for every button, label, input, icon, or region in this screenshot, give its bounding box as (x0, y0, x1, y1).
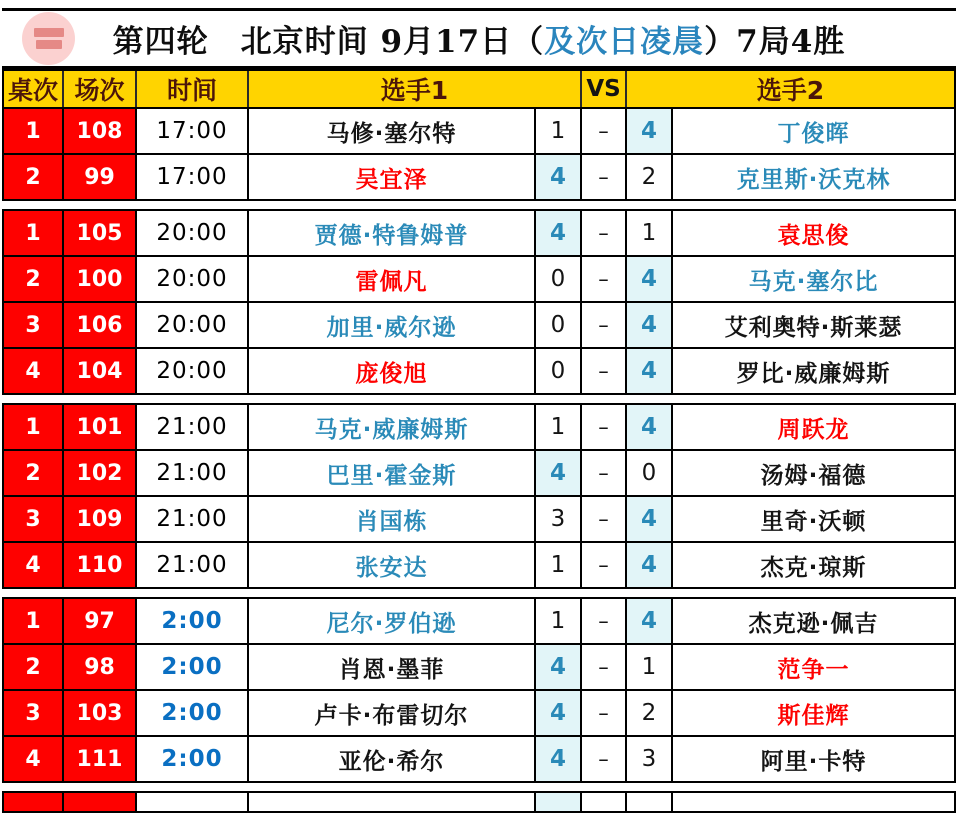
player2-name-cell: 罗比·威廉姆斯 (736, 360, 891, 387)
player2-name-cell: 斯佳辉 (777, 702, 850, 729)
match-row (4, 691, 954, 737)
time-cell (137, 793, 249, 813)
player1-score-cell: 4 (536, 691, 582, 735)
player2-score-cell: 4 (627, 405, 673, 449)
player2-name-cell: 丁俊晖 (777, 120, 850, 147)
time-cell: 17:00 (137, 155, 249, 199)
header-match-col: 场次 (64, 71, 137, 107)
score-dash-cell: – (582, 691, 627, 735)
match-number-cell: 106 (64, 303, 137, 347)
player2-name-cell: 杰克·琼斯 (760, 554, 867, 581)
match-number-cell: 110 (64, 543, 137, 587)
player2-name-cell: 周跃龙 (777, 416, 850, 443)
match-row (4, 737, 954, 781)
score-dash-cell: – (582, 211, 627, 255)
table-number-cell: 3 (4, 303, 64, 347)
match-number-cell: 102 (64, 451, 137, 495)
time-cell: 17:00 (137, 109, 249, 153)
match-row (4, 349, 954, 393)
seal-text-line (36, 40, 62, 49)
match-row (4, 451, 954, 497)
player2-score-cell: 4 (627, 497, 673, 541)
table-number-cell: 1 (4, 109, 64, 153)
match-number-cell: 105 (64, 211, 137, 255)
match-row (4, 645, 954, 691)
time-cell: 2:00 (137, 737, 249, 781)
player2-name-cell: 克里斯·沃克林 (736, 166, 891, 193)
table-number-cell (4, 793, 64, 813)
player1-score-cell: 1 (536, 543, 582, 587)
player1-score-cell: 0 (536, 349, 582, 393)
player1-score-cell: 1 (536, 405, 582, 449)
player2-score-cell: 3 (627, 737, 673, 781)
score-dash-cell: – (582, 737, 627, 781)
table-number-cell: 4 (4, 349, 64, 393)
score-dash-cell: – (582, 155, 627, 199)
time-cell: 20:00 (137, 303, 249, 347)
table-number-cell: 1 (4, 405, 64, 449)
match-number-cell: 104 (64, 349, 137, 393)
player1-score-cell: 3 (536, 497, 582, 541)
player2-score-cell: 2 (627, 155, 673, 199)
table-number-cell: 4 (4, 543, 64, 587)
time-cell: 21:00 (137, 405, 249, 449)
player1-name-cell: 张安达 (249, 543, 536, 587)
player2-name-cell: 汤姆·福德 (760, 462, 867, 489)
player1-name-cell: 庞俊旭 (249, 349, 536, 393)
match-number-cell: 97 (64, 599, 137, 643)
score-dash-cell: – (582, 599, 627, 643)
player1-name-cell: 卢卡·布雷切尔 (249, 691, 536, 735)
red-seal-watermark-icon (22, 12, 75, 65)
match-row (4, 211, 954, 257)
column-header-row (4, 71, 954, 109)
player1-name-cell (249, 793, 536, 813)
header-player2-col: 选手2 (756, 76, 825, 105)
match-row (4, 405, 954, 451)
player1-name-cell: 加里·威尔逊 (249, 303, 536, 347)
table-number-cell: 3 (4, 691, 64, 735)
player1-name-cell: 肖恩·墨菲 (249, 645, 536, 689)
title-part2: ）7局4胜 (704, 24, 846, 60)
match-row (4, 543, 954, 587)
score-dash-cell: – (582, 257, 627, 301)
title-highlight: 及次日凌晨 (544, 24, 705, 60)
match-number-cell (64, 793, 137, 813)
player2-score-cell: 2 (627, 691, 673, 735)
score-dash-cell: – (582, 109, 627, 153)
table-number-cell: 1 (4, 599, 64, 643)
match-number-cell: 111 (64, 737, 137, 781)
session-block-0200 (2, 597, 956, 783)
match-number-cell: 98 (64, 645, 137, 689)
session-block-2100 (2, 403, 956, 589)
score-dash-cell: – (582, 645, 627, 689)
schedule-sheet (2, 8, 956, 813)
table-number-cell: 2 (4, 451, 64, 495)
player2-score-cell: 4 (627, 349, 673, 393)
player2-score-cell: 0 (627, 451, 673, 495)
match-row (4, 303, 954, 349)
player1-name-cell: 马修·塞尔特 (249, 109, 536, 153)
player2-name-cell: 阿里·卡特 (760, 748, 867, 775)
seal-text-line (34, 28, 64, 37)
time-cell: 20:00 (137, 211, 249, 255)
player1-score-cell (536, 793, 582, 813)
match-number-cell: 109 (64, 497, 137, 541)
player1-score-cell: 4 (536, 155, 582, 199)
score-dash-cell: – (582, 349, 627, 393)
player1-score-cell: 4 (536, 211, 582, 255)
player2-score-cell: 4 (627, 257, 673, 301)
time-cell: 20:00 (137, 349, 249, 393)
header-time-col: 时间 (137, 71, 249, 107)
player2-score-cell: 4 (627, 599, 673, 643)
player2-name-cell: 马克·塞尔比 (748, 268, 879, 295)
player1-name-cell: 马克·威廉姆斯 (249, 405, 536, 449)
session-block-1700 (2, 69, 956, 201)
score-dash-cell: – (582, 405, 627, 449)
session-block-2000 (2, 209, 956, 395)
player2-score-cell: 4 (627, 543, 673, 587)
time-cell: 21:00 (137, 497, 249, 541)
time-cell: 2:00 (137, 691, 249, 735)
match-number-cell: 108 (64, 109, 137, 153)
score-dash-cell: – (582, 497, 627, 541)
match-number-cell: 103 (64, 691, 137, 735)
match-row (4, 497, 954, 543)
time-cell: 2:00 (137, 599, 249, 643)
match-row (4, 793, 954, 813)
table-number-cell: 2 (4, 257, 64, 301)
table-number-cell: 4 (4, 737, 64, 781)
player2-score-cell (627, 793, 673, 813)
score-dash-cell (582, 793, 627, 813)
match-row (4, 155, 954, 199)
match-row (4, 109, 954, 155)
player2-name-cell: 范争一 (777, 656, 850, 683)
player1-score-cell: 0 (536, 303, 582, 347)
match-number-cell: 100 (64, 257, 137, 301)
player1-name-cell: 尼尔·罗伯逊 (249, 599, 536, 643)
score-dash-cell: – (582, 451, 627, 495)
match-number-cell: 101 (64, 405, 137, 449)
player1-name-cell: 亚伦·希尔 (249, 737, 536, 781)
player2-name-cell: 里奇·沃顿 (760, 508, 867, 535)
player2-name-cell: 艾利奥特·斯莱瑟 (724, 314, 903, 341)
player1-score-cell: 0 (536, 257, 582, 301)
header-vs-col: VS (582, 71, 627, 107)
player2-score-cell: 1 (627, 645, 673, 689)
time-cell: 20:00 (137, 257, 249, 301)
session-block-clipped (2, 791, 956, 813)
table-number-cell: 1 (4, 211, 64, 255)
page-title (113, 16, 846, 61)
score-dash-cell: – (582, 543, 627, 587)
player2-name-cell: 杰克逊·佩吉 (748, 610, 879, 637)
time-cell: 21:00 (137, 543, 249, 587)
player1-name-cell: 肖国栋 (249, 497, 536, 541)
time-cell: 21:00 (137, 451, 249, 495)
table-number-cell: 2 (4, 155, 64, 199)
player1-score-cell: 4 (536, 645, 582, 689)
match-row (4, 257, 954, 303)
match-row (4, 599, 954, 645)
player1-score-cell: 1 (536, 599, 582, 643)
score-dash-cell: – (582, 303, 627, 347)
player1-name-cell: 吴宜泽 (249, 155, 536, 199)
header-table-col: 桌次 (4, 71, 64, 107)
player2-score-cell: 4 (627, 303, 673, 347)
player1-name-cell: 雷佩凡 (249, 257, 536, 301)
table-number-cell: 2 (4, 645, 64, 689)
time-cell: 2:00 (137, 645, 249, 689)
title-part1: 第四轮 北京时间 9月17日（ (112, 24, 545, 60)
player1-score-cell: 1 (536, 109, 582, 153)
player2-name-cell (673, 793, 954, 813)
player1-score-cell: 4 (536, 737, 582, 781)
player2-score-cell: 4 (627, 109, 673, 153)
header-player1-col: 选手1 (249, 71, 582, 107)
player1-name-cell: 巴里·霍金斯 (249, 451, 536, 495)
player1-score-cell: 4 (536, 451, 582, 495)
match-number-cell: 99 (64, 155, 137, 199)
title-band (2, 8, 956, 69)
player2-name-cell: 袁思俊 (777, 222, 850, 249)
table-number-cell: 3 (4, 497, 64, 541)
player1-name-cell: 贾德·特鲁姆普 (249, 211, 536, 255)
player2-score-cell: 1 (627, 211, 673, 255)
